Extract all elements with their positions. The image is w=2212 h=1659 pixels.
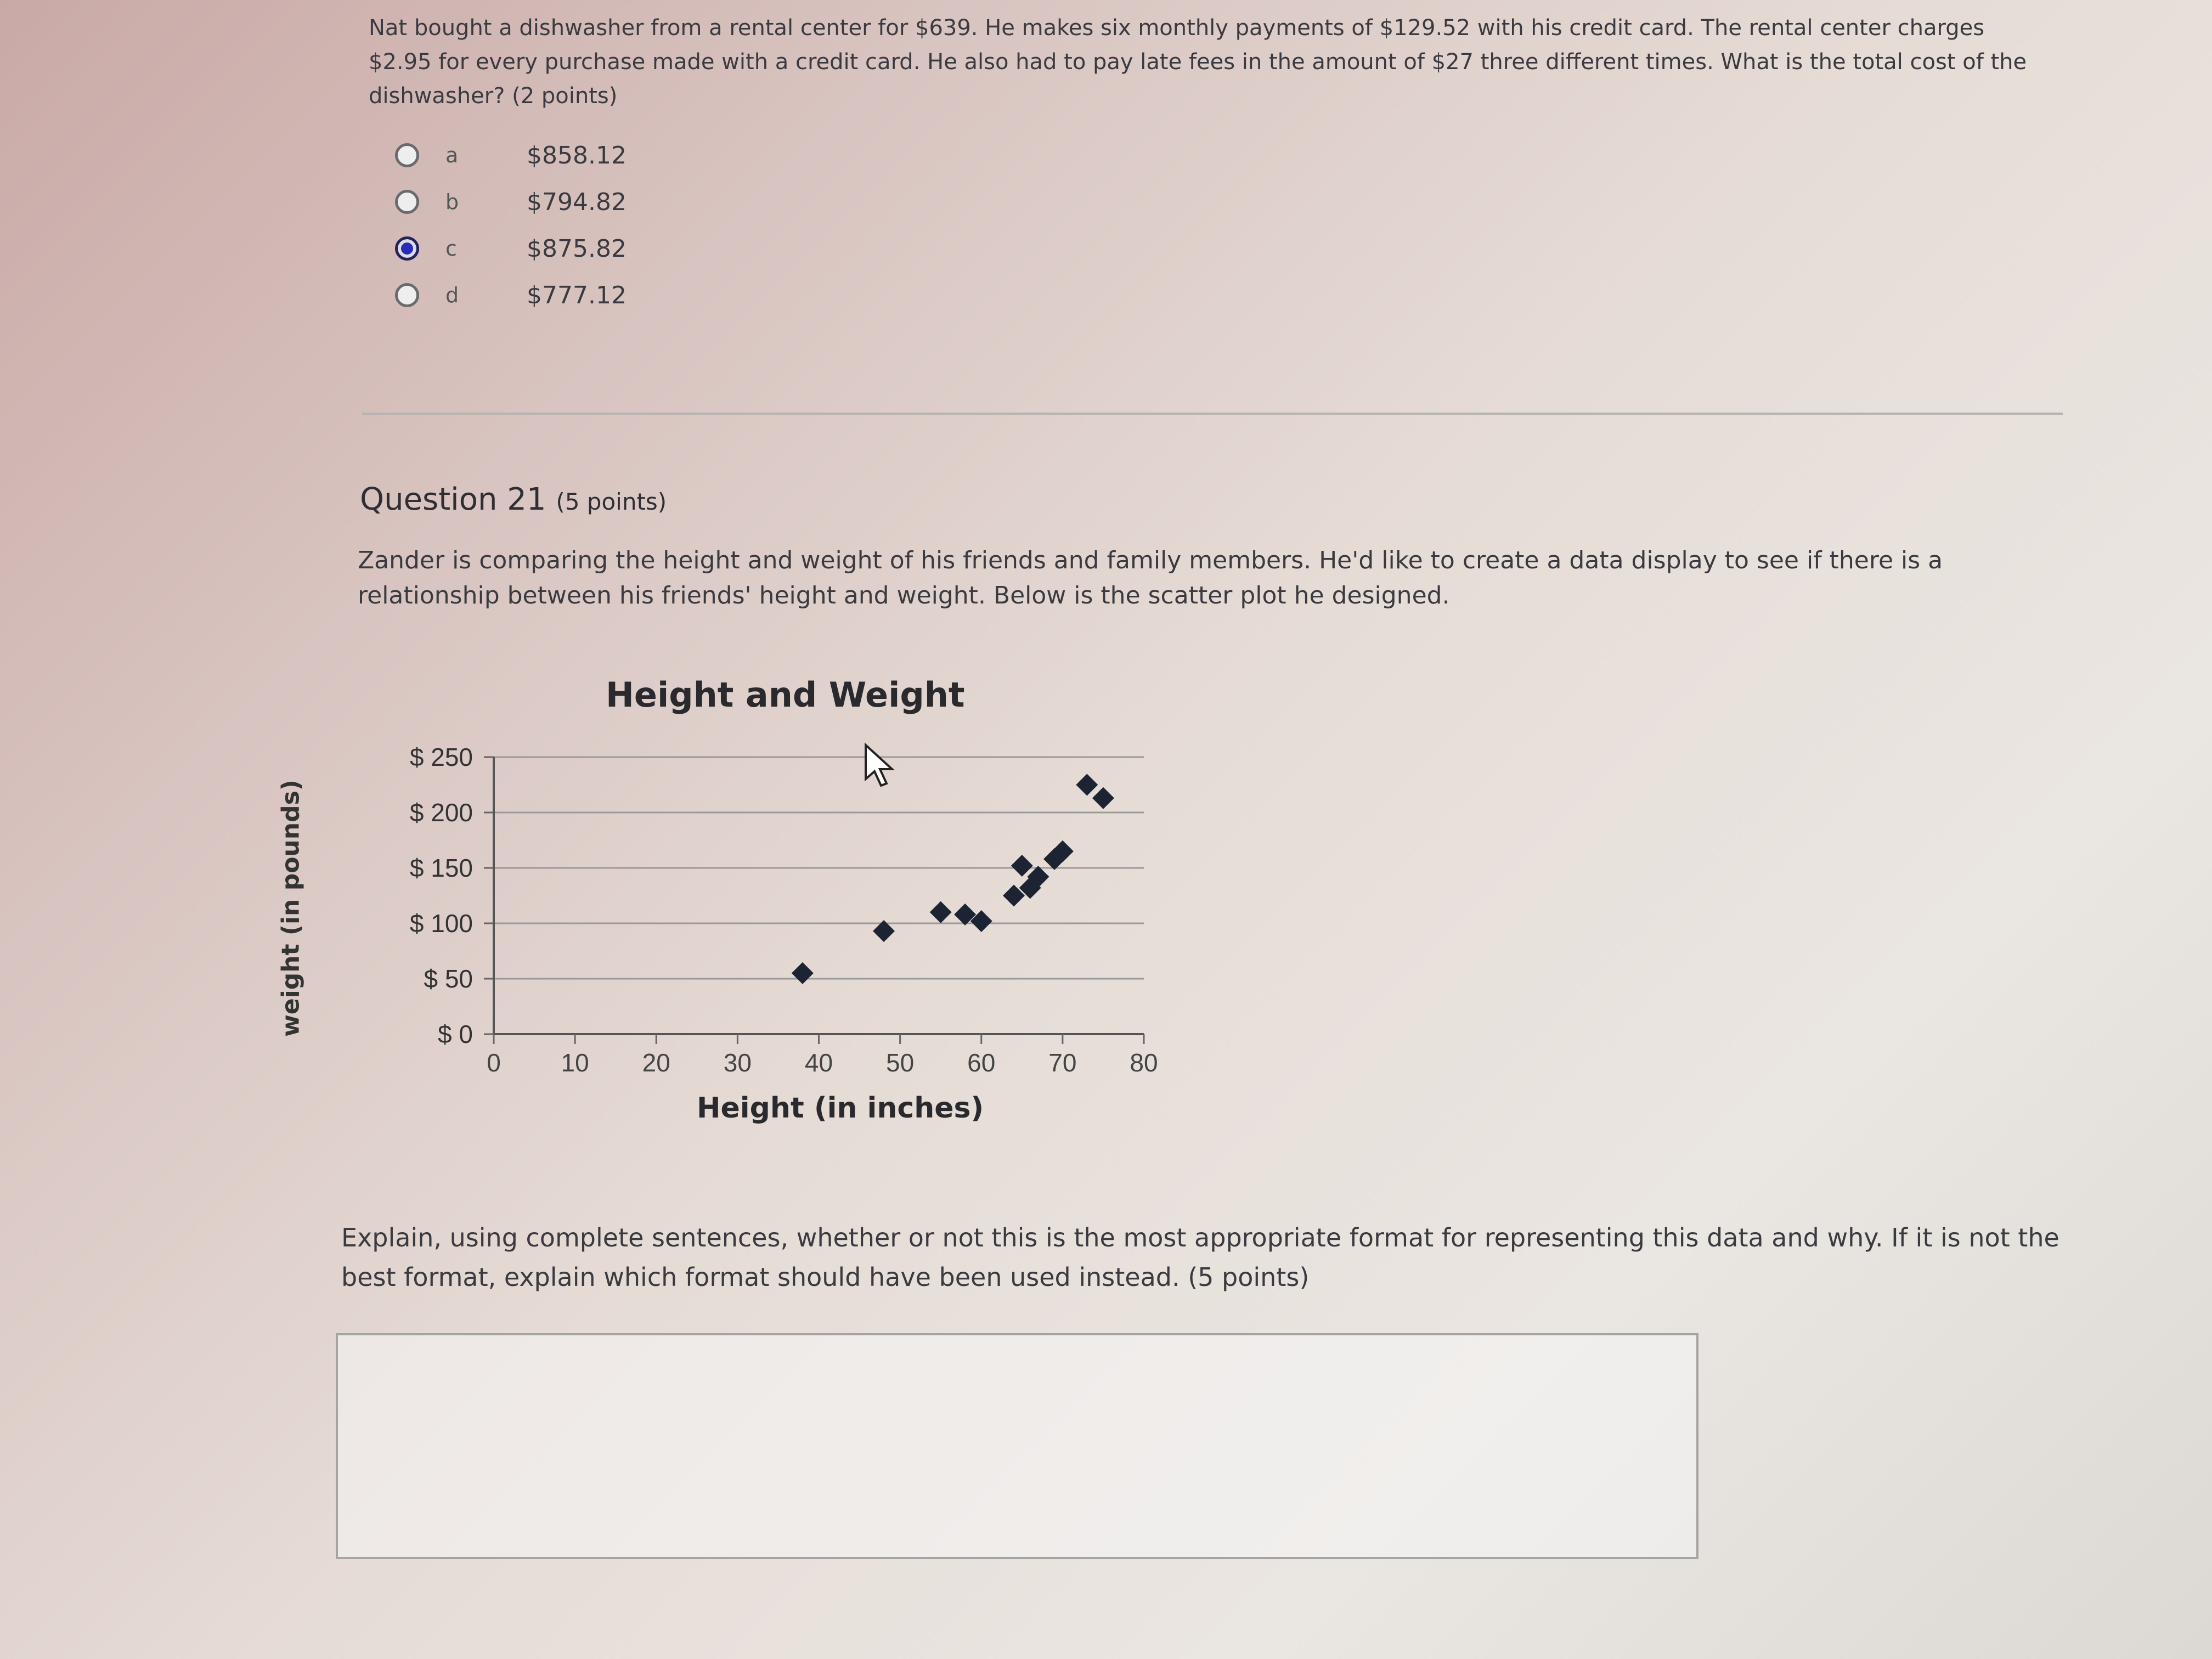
x-tick-label: 80 [1130,1048,1158,1077]
option-value: $794.82 [527,188,627,216]
answer-textarea[interactable] [336,1333,1699,1559]
x-tick-label: 40 [804,1048,833,1077]
option-value: $777.12 [527,281,627,309]
data-point [1076,774,1098,796]
mouse-cursor-icon [866,745,892,786]
x-tick-label: 70 [1048,1048,1077,1077]
data-point [1092,787,1114,809]
option-letter: c [445,236,457,261]
y-tick-label: $ 0 [438,1020,473,1048]
option-letter: a [445,143,459,167]
x-tick-label: 10 [561,1048,589,1077]
option-letter: d [445,283,459,307]
x-tick-label: 20 [642,1048,670,1077]
y-tick-label: $ 250 [409,743,473,771]
question-20-text: Nat bought a dishwasher from a rental center for $639. He makes six monthly payments of $129.52 with his credit card. The rental center charges $2.95 for every purchase made with a credit card. He also had to pay late fees in the amount of $27 three different times. What is the total cost of the dishwasher? (2 points) [369,15,2027,109]
y-tick-label: $ 50 [424,964,473,993]
question-points: (5 points) [556,488,667,515]
x-tick-label: 50 [886,1048,915,1077]
data-point [930,901,952,923]
x-axis-label: Height (in inches) [697,1092,984,1125]
x-tick-label: 0 [487,1048,501,1077]
explain-prompt: Explain, using complete sentences, whether or not this is the most appropriate format for representing this data and why. If it is not the best format, explain which format should have been used instead. (5 points) [341,1223,2059,1292]
question-21-text: Zander is comparing the height and weight of his friends and family members. He'd like to create a data display to see if there is a relationship between his friends' height and weight. Below is the scatter plot he designed. [358,546,1943,610]
question-title: Question 21 [360,482,546,517]
option-value: $875.82 [527,234,627,263]
x-tick-label: 60 [967,1048,996,1077]
x-tick-label: 30 [723,1048,752,1077]
data-point [792,962,814,984]
option-value: $858.12 [527,141,627,170]
chart-title: Height and Weight [606,675,965,715]
y-tick-label: $ 150 [409,854,473,882]
y-tick-label: $ 100 [409,909,473,938]
y-tick-label: $ 200 [409,798,473,827]
option-letter: b [445,190,459,214]
data-point [1011,855,1033,877]
y-axis-label: weight (in pounds) [276,780,305,1037]
